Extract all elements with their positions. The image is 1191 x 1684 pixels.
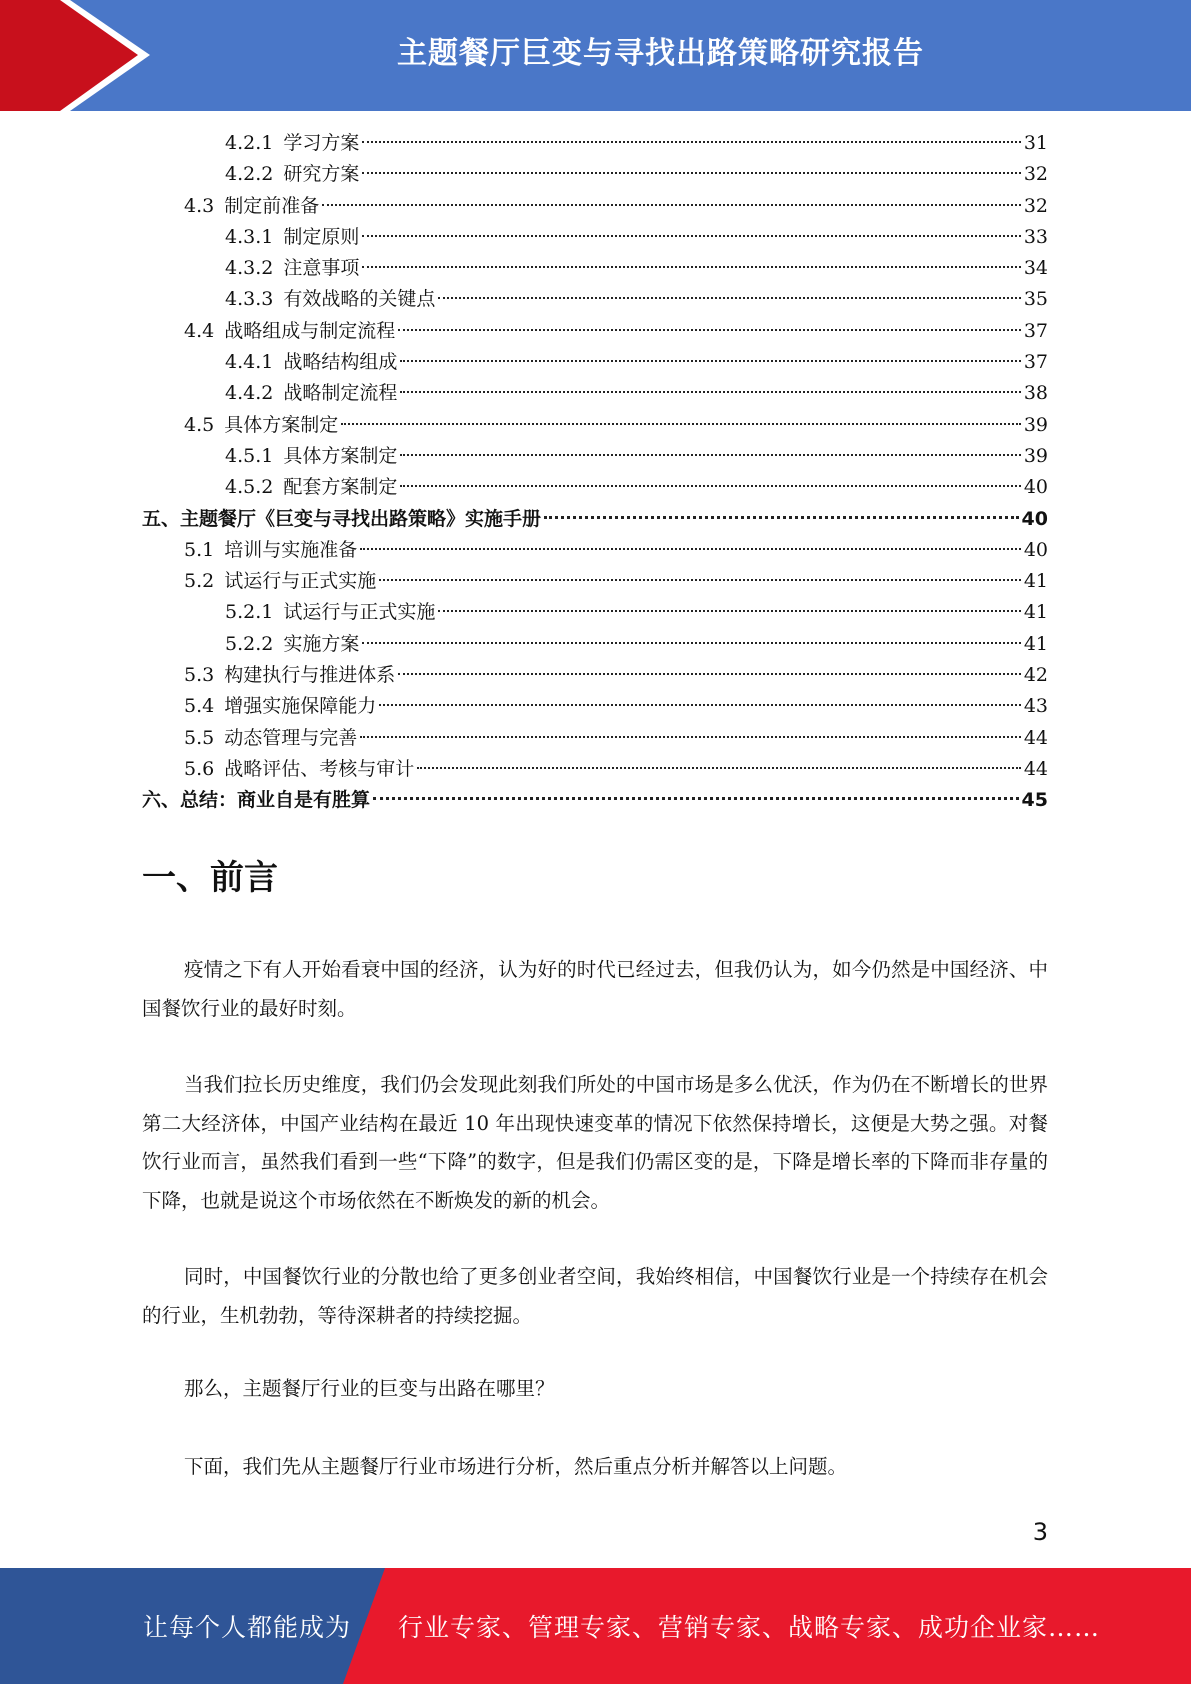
toc-entry-page: 44 [1023,726,1048,749]
toc-entry[interactable] [142,472,1048,503]
page-number: 3 [1032,1518,1048,1546]
toc-entry[interactable] [142,629,1048,660]
toc-entry-page: 38 [1023,382,1048,405]
toc-entry-number: 5.2 [184,570,215,593]
toc-entry[interactable] [142,316,1048,347]
toc-entry[interactable] [142,441,1048,472]
toc-entry-title: 培训与实施准备 [224,538,358,561]
toc-entry-page: 40 [1023,538,1048,561]
toc-entry-number: 5.6 [184,757,215,780]
toc-entry-number: 4.2.2 [225,163,274,186]
toc-entry-number: 5.2.2 [225,632,274,655]
toc-entry-page: 41 [1023,570,1048,593]
toc-entry-page: 33 [1023,225,1048,248]
toc-entry-page: 40 [1021,507,1048,530]
toc-entry-number: 4.5.2 [225,476,274,499]
toc-entry-title: 有效战略的关键点 [283,288,436,311]
toc-entry-title: 具体方案制定 [224,413,339,436]
toc-entry-number: 5.4 [184,695,215,718]
toc-entry-number: 4.2.1 [225,132,274,154]
paragraph-1: 疫情之下有人开始看衰中国的经济，认为好的时代已经过去，但我仍认为，如今仍然是中国经济、中国餐饮行业的最好时刻。 [142,958,1048,1020]
section-heading: 一、前言 [142,858,278,898]
toc-entry[interactable] [142,378,1048,409]
toc-entry-page: 41 [1023,632,1048,655]
toc-entry-title: 增强实施保障能力 [224,695,377,718]
toc-dot-leader [362,642,1020,644]
toc-entry[interactable] [142,284,1048,315]
paragraph-3: 同时，中国餐饮行业的分散也给了更多创业者空间，我始终相信，中国餐饮行业是一个持续存在机会的行业，生机勃勃，等待深耕者的持续挖掘。 [142,1265,1048,1327]
toc-entry-page: 39 [1023,413,1048,436]
toc-dot-leader [362,235,1020,237]
toc-entry-page: 43 [1023,695,1048,718]
toc-entry[interactable] [142,754,1048,785]
toc-entry-page: 32 [1023,194,1048,217]
toc-entry-title: 构建执行与推进体系 [224,664,396,687]
toc-entry-title: 配套方案制定 [283,476,398,499]
toc-entry-title: 研究方案 [283,163,360,186]
toc-entry-number: 5.5 [184,726,215,749]
toc-dot-leader [398,673,1021,675]
toc-dot-leader [438,297,1020,299]
toc-entry-title: 实施方案 [283,632,360,655]
toc-dot-leader [373,797,1019,800]
report-title: 主题餐厅巨变与寻找出路策略研究报告 [397,36,924,71]
toc-dot-leader [544,516,1019,519]
toc-entry-number: 5.2.1 [225,601,274,624]
toc-entry-page: 37 [1023,351,1048,374]
toc-entry[interactable] [142,253,1048,284]
toc-entry-title: 战略结构组成 [283,351,398,374]
toc-dot-leader [362,266,1020,268]
toc-entry-page: 34 [1023,257,1048,280]
toc-entry-title: 动态管理与完善 [224,726,358,749]
toc-entry-page: 45 [1021,789,1048,812]
toc-entry-number: 4.3.3 [225,288,274,311]
toc-entry[interactable] [142,535,1048,566]
toc-entry[interactable] [142,191,1048,222]
toc-entry[interactable] [142,222,1048,253]
toc-dot-leader [400,360,1020,362]
toc-dot-leader [417,767,1021,769]
toc-entry[interactable] [142,128,1048,159]
paragraph-5: 下面，我们先从主题餐厅行业市场进行分析，然后重点分析并解答以上问题。 [184,1455,848,1478]
toc-entry[interactable] [142,410,1048,441]
toc-entry-title: 战略评估、考核与审计 [224,757,415,780]
paragraph-2: 当我们拉长历史维度，我们仍会发现此刻我们所处的中国市场是多么优沃，作为仍在不断增长的世界第二大经济体，中国产业结构在最近 10 年出现快速变革的情况下依然保持增长，这便是大势之强。对餐饮行业而言，虽然我们看到一些“下降”的数字，但是我们仍需区变的是，下降是增长率的下降而非存量的下降，也就是说这个市场依然在不断焕发的新的机会。 [142,1073,1048,1212]
toc-entry-title: 制定原则 [283,225,360,248]
toc-entry-title: 具体方案制定 [283,444,398,467]
toc-dot-leader [379,704,1021,706]
toc-entry-page: 32 [1023,163,1048,186]
toc-entry-page: 44 [1023,757,1048,780]
toc-entry-page: 31 [1023,132,1048,154]
toc-entry-number: 4.4 [184,319,215,342]
toc-dot-leader [400,391,1020,393]
toc-entry[interactable] [142,347,1048,378]
toc-dot-leader [362,141,1020,143]
toc-dot-leader [362,172,1020,174]
toc-entry-title: 六、总结：商业自是有胜算 [142,789,371,812]
paragraph-4: 那么，主题餐厅行业的巨变与出路在哪里？ [184,1377,555,1400]
toc-entry-number: 4.3 [184,194,215,217]
toc-entry-page: 41 [1023,601,1048,624]
toc-entry-number: 4.3.1 [225,225,274,248]
toc-entry-title: 试运行与正式实施 [224,570,377,593]
page-footer [0,1568,1191,1684]
toc-entry-number: 4.4.1 [225,351,274,374]
toc-entry-number: 4.5.1 [225,444,274,467]
footer-slogan-left: 让每个人都能成为 [143,1613,352,1642]
toc-entry-number: 5.3 [184,664,215,687]
page-header [0,0,1191,111]
toc-entry[interactable] [142,723,1048,754]
toc-dot-leader [438,610,1020,612]
toc-entry-title: 试运行与正式实施 [283,601,436,624]
toc-entry-title: 制定前准备 [224,194,320,217]
footer-slogan-right: 行业专家、管理专家、营销专家、战略专家、成功企业家…… [398,1613,1101,1642]
toc-entry[interactable] [142,597,1048,628]
toc-entry-title: 五、主题餐厅《巨变与寻找出路策略》实施手册 [142,507,542,530]
toc-entry-title: 注意事项 [283,257,360,280]
toc-dot-leader [322,204,1021,206]
toc-entry[interactable] [142,504,1048,535]
toc-entry-title: 战略制定流程 [283,382,398,405]
toc-entry-number: 4.3.2 [225,257,274,280]
toc-entry-page: 39 [1023,444,1048,467]
table-of-contents [142,128,1048,817]
toc-entry-number: 4.4.2 [225,382,274,405]
toc-dot-leader [360,736,1021,738]
toc-entry-page: 35 [1023,288,1048,311]
toc-entry[interactable] [142,691,1048,722]
toc-entry-page: 42 [1023,664,1048,687]
toc-dot-leader [398,329,1021,331]
toc-entry[interactable] [142,660,1048,691]
toc-dot-leader [341,423,1021,425]
toc-entry-number: 4.5 [184,413,215,436]
toc-entry-number: 5.1 [184,538,215,561]
toc-dot-leader [400,454,1020,456]
toc-entry[interactable] [142,566,1048,597]
toc-dot-leader [400,485,1020,487]
toc-entry-page: 40 [1023,476,1048,499]
toc-entry-page: 37 [1023,319,1048,342]
toc-dot-leader [379,579,1021,581]
toc-entry[interactable] [142,159,1048,190]
toc-entry-title: 战略组成与制定流程 [224,319,396,342]
toc-dot-leader [360,548,1021,550]
toc-entry-title: 学习方案 [283,132,360,154]
toc-entry[interactable] [142,785,1048,816]
